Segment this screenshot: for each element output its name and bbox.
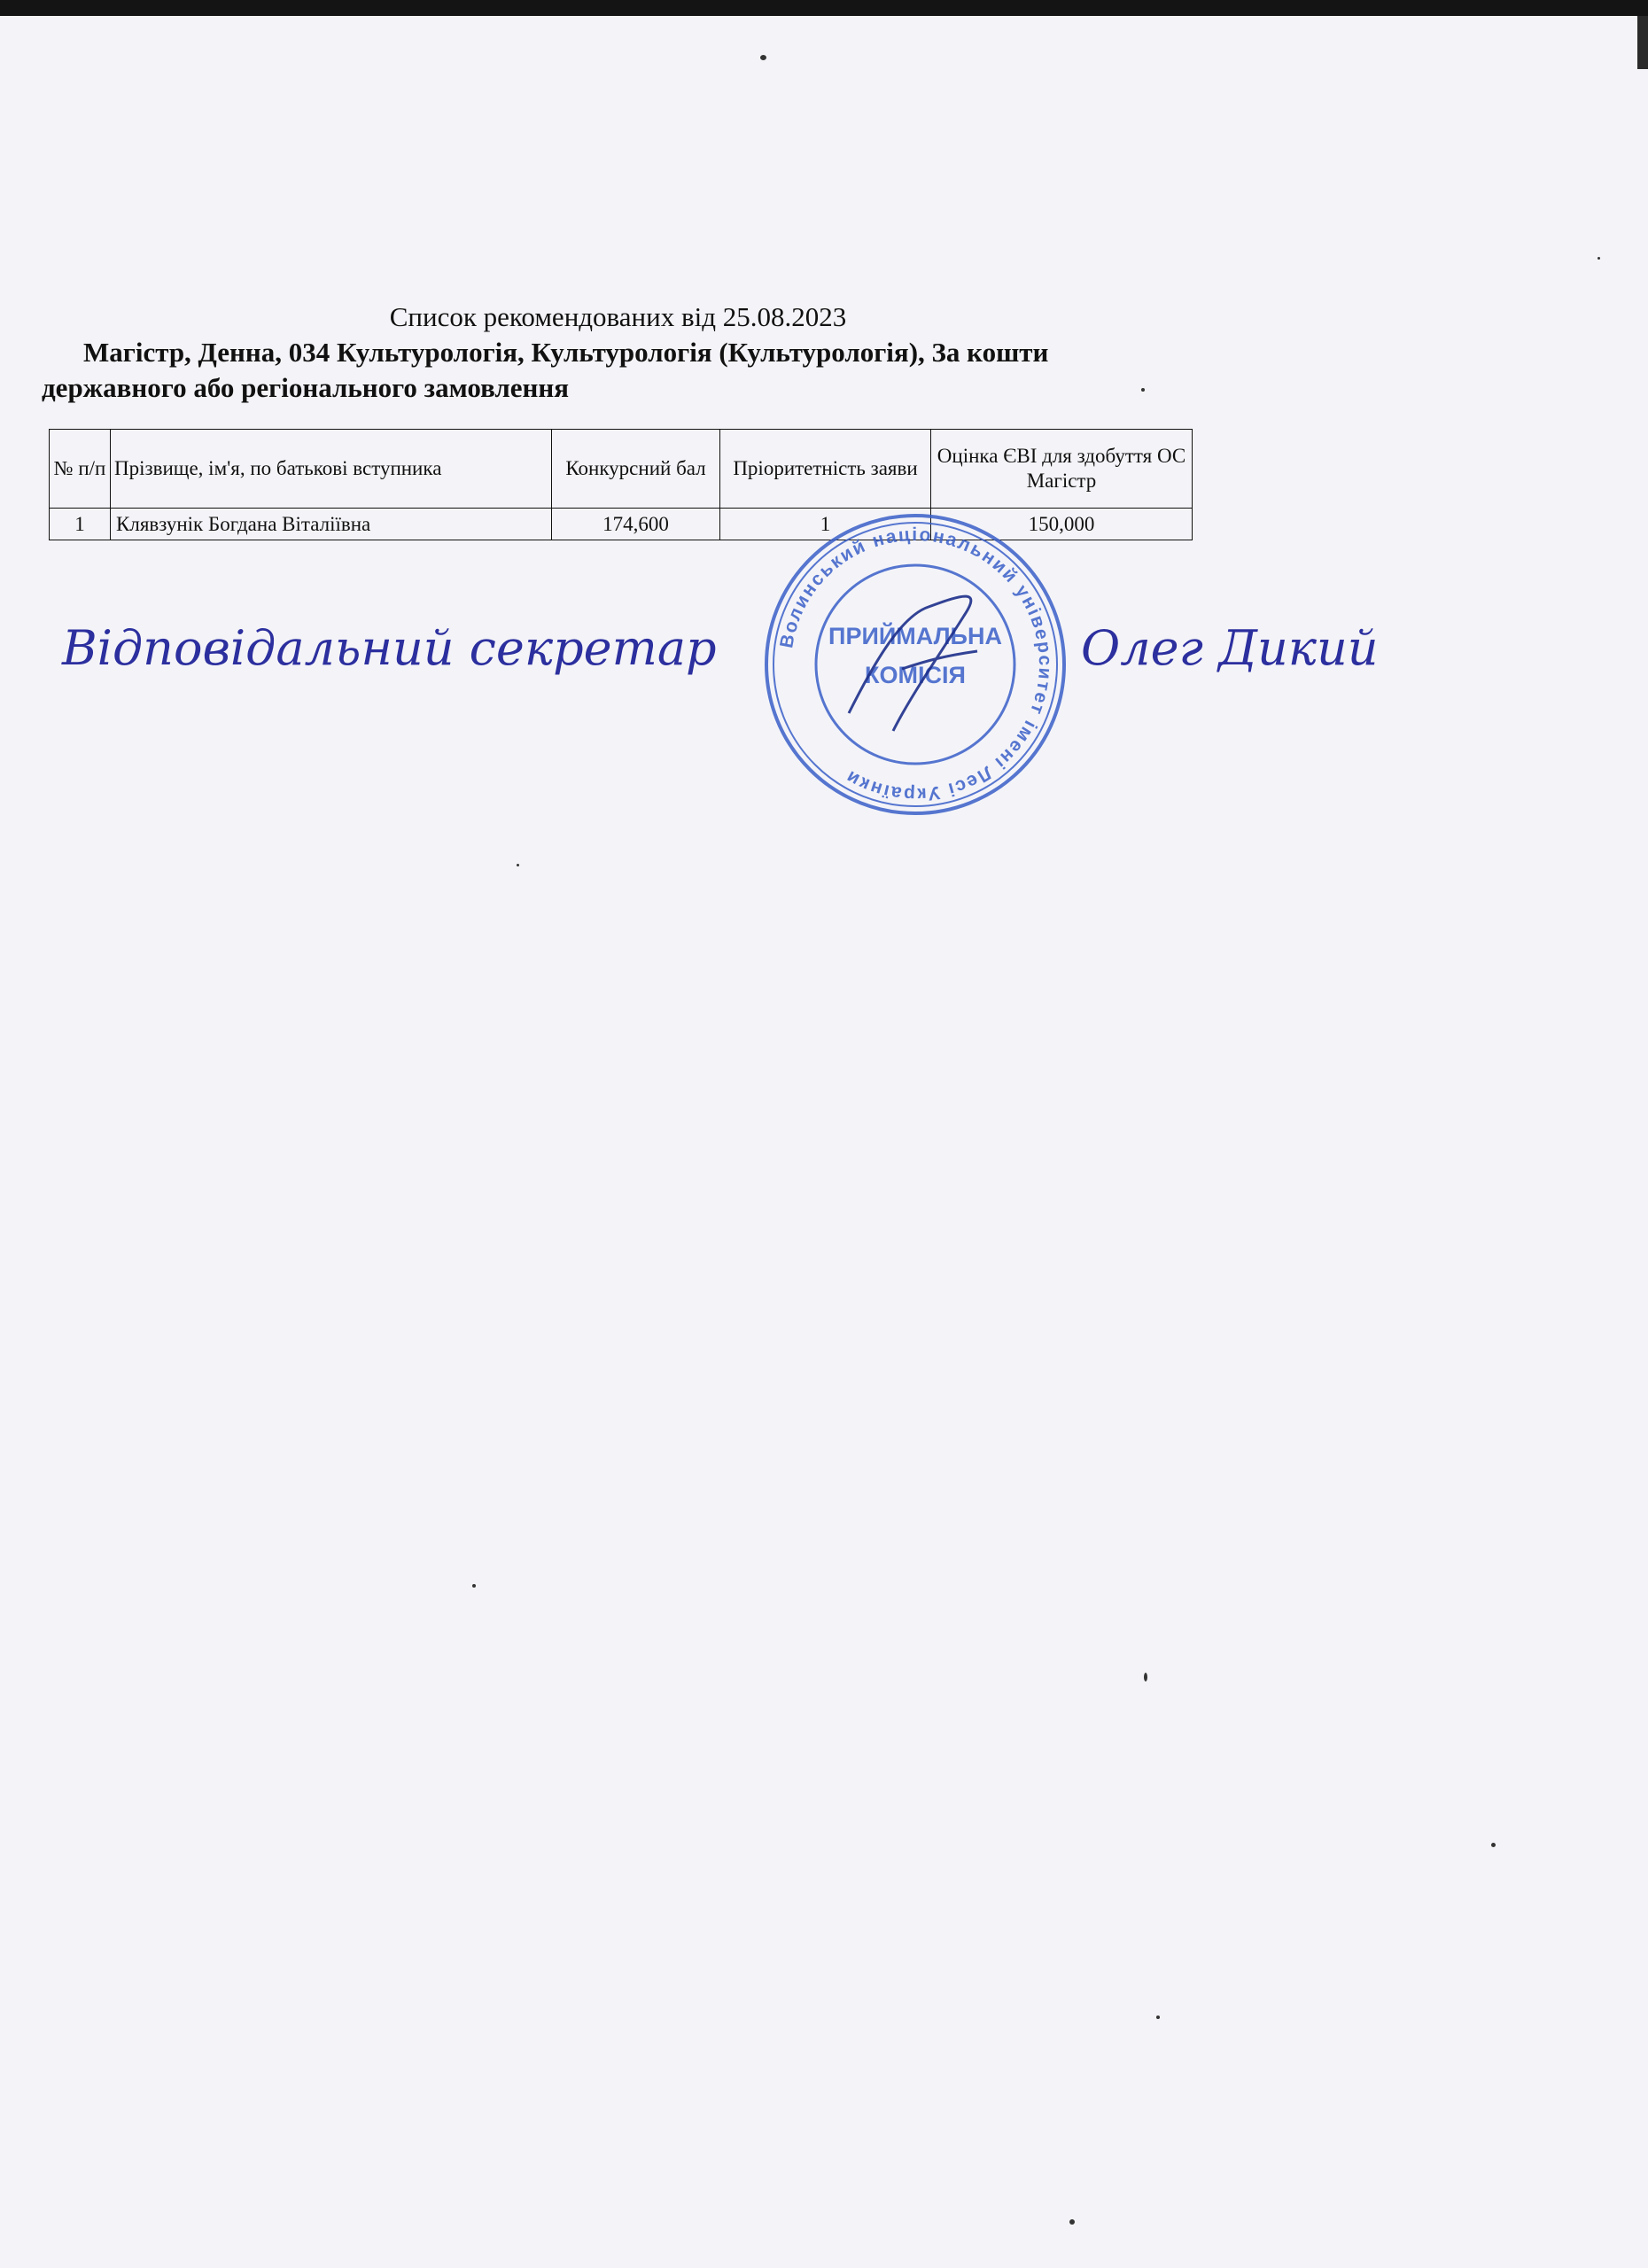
scan-speck [517, 864, 519, 866]
header-name: Прізвище, ім'я, по батькові вступника [111, 430, 552, 509]
cell-priority: 1 [720, 509, 931, 540]
cell-num: 1 [50, 509, 111, 540]
header-num: № п/п [50, 430, 111, 509]
stamp-center-line1: ПРИЙМАЛЬНА [828, 623, 1002, 649]
table-header-row [50, 430, 1193, 509]
header-score: Конкурсний бал [552, 430, 720, 509]
cell-name: Клявзунік Богдана Віталіївна [111, 509, 552, 540]
scan-speck [1141, 388, 1145, 392]
signature-role: Відповідальний секретар [62, 620, 717, 676]
scan-speck [760, 55, 766, 60]
stamp-center-line2: КОМІСІЯ [865, 662, 966, 688]
cell-score: 174,600 [552, 509, 720, 540]
scan-speck [1156, 2016, 1160, 2019]
scan-speck [1491, 1843, 1496, 1847]
signature-line [62, 620, 1426, 718]
cell-evi: 150,000 [931, 509, 1193, 540]
document-title: Список рекомендованих від 25.08.2023 [389, 301, 847, 332]
scan-speck [472, 1584, 476, 1588]
header-evi: Оцінка ЄВІ для здобуття ОС Магістр [931, 430, 1193, 509]
scan-speck [1597, 257, 1600, 260]
signature-person: Олег Дикий [1081, 620, 1379, 676]
scan-speck [1144, 1673, 1147, 1682]
scan-edge-top [0, 0, 1648, 16]
scan-speck [1069, 2219, 1075, 2225]
document-subtitle: Магістр, Денна, 034 Культурологія, Культурологія (Культурологія), За кошти державного або регіонального замовлення [42, 337, 1049, 403]
header-priority: Пріоритетність заяви [720, 430, 931, 509]
commission-stamp [760, 509, 1070, 819]
stamp-outer-text: Волинський національний університет імені Лесі Українки [776, 524, 1056, 805]
scan-edge-right [1637, 16, 1648, 69]
